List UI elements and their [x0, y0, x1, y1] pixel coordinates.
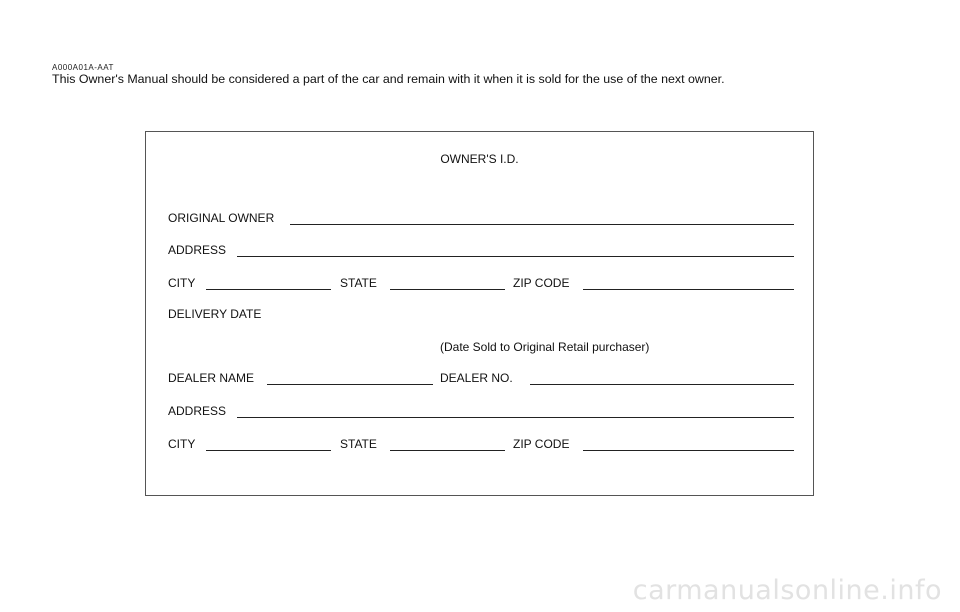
address-row-1 [168, 243, 794, 259]
original-owner-row [168, 211, 794, 227]
delivery-date-note: (Date Sold to Original Retail purchaser) [440, 340, 650, 354]
city-line-2 [206, 450, 331, 451]
intro-text: This Owner's Manual should be considered a part of the car and remain with it when it is sold for the use of the next owner. [52, 72, 725, 86]
dealer-name-line [267, 384, 433, 385]
address-line-1 [237, 256, 794, 257]
city-label-2: CITY [168, 437, 196, 451]
owner-id-form [145, 131, 814, 496]
state-label-1: STATE [340, 276, 377, 290]
original-owner-line [290, 224, 794, 225]
address-line-2 [237, 417, 794, 418]
city-label-1: CITY [168, 276, 196, 290]
zip-line-2 [583, 450, 794, 451]
dealer-row [168, 371, 794, 387]
site-watermark: carmanualsonline.info [632, 575, 942, 606]
dealer-no-line [530, 384, 794, 385]
zip-line-1 [583, 289, 794, 290]
dealer-name-label: DEALER NAME [168, 371, 255, 385]
delivery-date-label: DELIVERY DATE [168, 307, 262, 321]
city-row-1 [168, 276, 794, 292]
form-title: OWNER'S I.D. [440, 152, 519, 166]
address-label-2: ADDRESS [168, 404, 227, 418]
state-line-2 [390, 450, 505, 451]
city-line-1 [206, 289, 331, 290]
state-label-2: STATE [340, 437, 377, 451]
address-label-1: ADDRESS [168, 243, 227, 257]
delivery-date-row [168, 307, 794, 323]
document-code: A000A01A-AAT [52, 63, 114, 72]
zip-label-1: ZIP CODE [513, 276, 570, 290]
city-row-2 [168, 437, 794, 453]
address-row-2 [168, 404, 794, 420]
zip-label-2: ZIP CODE [513, 437, 570, 451]
original-owner-label: ORIGINAL OWNER [168, 211, 275, 225]
state-line-1 [390, 289, 505, 290]
dealer-no-label: DEALER NO. [440, 371, 513, 385]
